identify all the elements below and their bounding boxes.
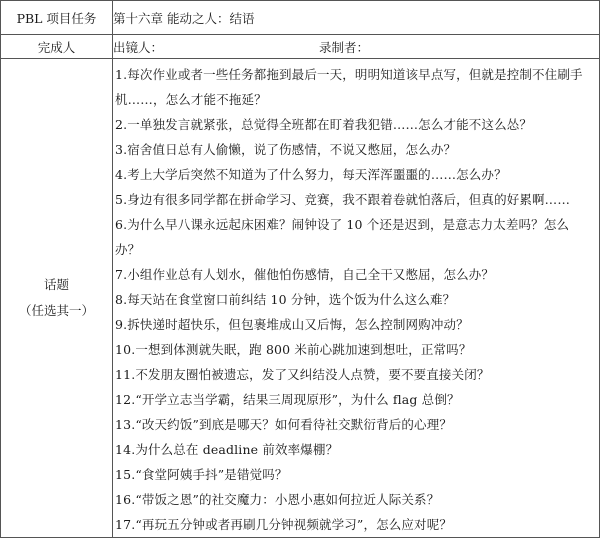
recorder-field: 录制者： [319, 39, 370, 55]
topics-label-cell [1, 59, 113, 538]
topic-item: 17.“再玩五分钟或者再刷几分钟视频就学习”，怎么应对呢？ [115, 517, 453, 532]
topic-item: 16.“带饭之恩”的社交魔力：小恩小惠如何拉近人际关系？ [115, 492, 440, 507]
project-task-label: PBL 项目任务 [1, 1, 113, 35]
presenter-field: 出镜人： [113, 39, 164, 55]
topic-item: 9.拆快递时超快乐，但包裹堆成山又后悔，怎么控制网购冲动？ [115, 317, 469, 332]
topic-item: 15.“食堂阿姨手抖”是错觉吗？ [115, 467, 288, 482]
topic-item: 1.每次作业或者一些任务都拖到最后一天，明明知道该早点写，但就是控制不住刷手机……，怎么才能不拖延？ [115, 67, 583, 107]
topic-item: 4.考上大学后突然不知道为了什么努力，每天浑浑噩噩的……怎么办？ [115, 167, 507, 182]
topic-item: 8.每天站在食堂窗口前纠结 10 分钟，选个饭为什么这么难？ [115, 292, 456, 307]
topic-item: 7.小组作业总有人划水，催他怕伤感情，自己全干又憋屈，怎么办？ [115, 267, 495, 282]
topic-item: 6.为什么早八课永远起床困难？闹钟设了 10 个还是迟到，是意志力太差吗？怎么办？ [115, 217, 570, 257]
topics-cell [113, 59, 600, 538]
topic-item: 10.一想到体测就失眠，跑 800 米前心跳加速到想吐，正常吗？ [115, 342, 472, 357]
title-row [1, 1, 600, 35]
topic-item: 11.不发朋友圈怕被遗忘，发了又纠结没人点赞，要不要直接关闭？ [115, 367, 490, 382]
topic-item: 14.为什么总在 deadline 前效率爆棚？ [115, 442, 339, 457]
topics-row [1, 59, 600, 538]
topic-item: 2.一单独发言就紧张，总觉得全班都在盯着我犯错……怎么才能不这么怂？ [115, 117, 533, 132]
topic-item: 5.身边有很多同学都在拼命学习、竞赛，我不跟着卷就怕落后，但真的好累啊…… [115, 192, 570, 207]
owner-cell [113, 35, 600, 59]
topics-sublabel: （任选其一） [18, 303, 94, 318]
topics-label: 话题 [43, 277, 69, 292]
topic-list [113, 59, 599, 537]
topic-item: 13.“改天约饭”到底是哪天？如何看待社交默衍背后的心理？ [115, 417, 453, 432]
topic-item: 12.“开学立志当学霸，结果三周现原形”，为什么 flag 总倒？ [115, 392, 460, 407]
topic-item: 3.宿舍值日总有人偷懒，说了伤感情，不说又憋屈，怎么办？ [115, 142, 457, 157]
owner-fields [113, 38, 599, 56]
owner-row [1, 35, 600, 59]
owner-label: 完成人 [1, 35, 113, 59]
chapter-title: 第十六章 能动之人：结语 [113, 1, 600, 35]
